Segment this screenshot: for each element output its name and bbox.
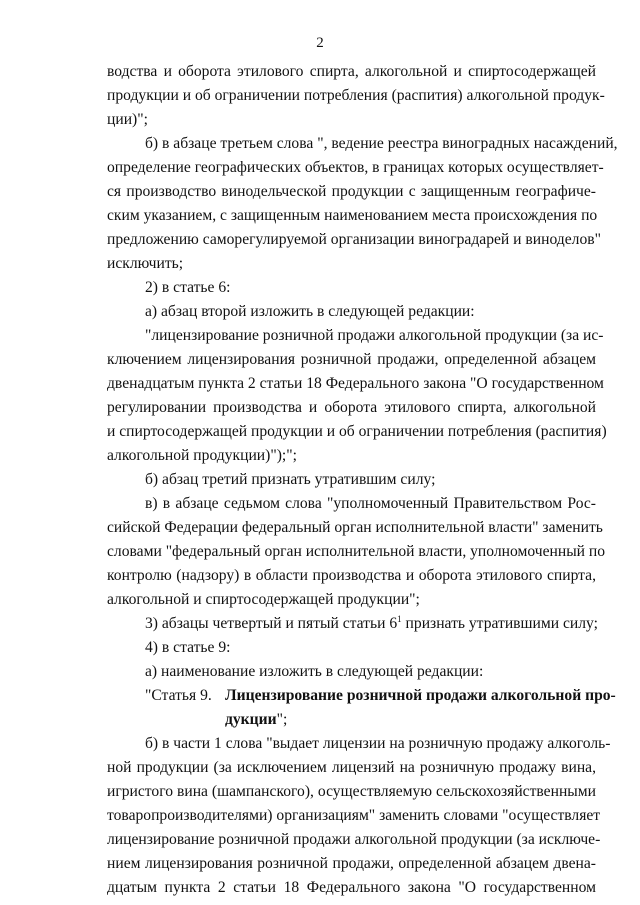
text-line: алкогольной продукции)");"; [107, 447, 297, 464]
text-run: признать утратившими силу; [401, 615, 598, 632]
text-line: игристого вина (шампанского), осуществляемую сельскохозяйственными [107, 783, 596, 800]
text-line: нием лицензирования розничной продажи, определенной абзацем двена- [107, 855, 596, 872]
text-line: б) абзац третий признать утратившим силу; [145, 471, 436, 488]
text-run: 3) абзацы четвертый и пятый статьи 6 [145, 615, 398, 632]
text-line: лицензирование розничной продажи алкогольной продукции (за исключе- [107, 831, 601, 848]
text-line: "лицензирование розничной продажи алкогольной продукции (за ис- [145, 327, 604, 344]
text-line: и спиртосодержащей продукции и об ограничении потребления (распития) [107, 423, 607, 440]
text-line: двенадцатым пункта 2 статьи 18 Федерального закона "О государственном [107, 375, 604, 392]
text-line: а) наименование изложить в следующей редакции: [145, 663, 484, 680]
text-line: сийской Федерации федеральный орган исполнительной власти" заменить [107, 519, 603, 536]
text-line: ключением лицензирования розничной продажи, определенной абзацем [107, 351, 596, 368]
text-line: дцатым пункта 2 статьи 18 Федерального закона "О государственном [107, 879, 596, 896]
text-line: ции)"; [107, 111, 148, 128]
article-heading-title-end [225, 708, 596, 732]
text-line: товаропроизводителями) организациям" заменить словами "осуществляет [107, 807, 601, 824]
text-line: б) в абзаце третьем слова ", ведение реестра виноградных насаждений, [145, 135, 618, 152]
article-heading-prefix: "Статья 9. [145, 687, 212, 704]
text-line: продукции и об ограничении потребления (распития) алкогольной продук- [107, 87, 605, 104]
article-heading-title-cont: дукции [225, 711, 277, 728]
text-line: а) абзац второй изложить в следующей редакции: [145, 303, 475, 320]
text-line: предложению саморегулируемой организации виноградарей и виноделов" [107, 231, 601, 248]
text-line: 4) в статье 9: [145, 639, 231, 656]
text-line: в) в абзаце седьмом слова "уполномоченный Правительством Рос- [145, 495, 596, 512]
text-line: алкогольной и спиртосодержащей продукции"; [107, 591, 420, 608]
text-line: 2) в статье 6: [145, 279, 231, 296]
text-line: словами "федеральный орган исполнительной власти, уполномоченный по [107, 543, 606, 560]
text-line: водства и оборота этилового спирта, алкогольной и спиртосодержащей [107, 63, 596, 80]
superscript: 1 [397, 613, 402, 624]
text-line: контролю (надзору) в области производства и оборота этилового спирта, [107, 567, 596, 584]
article-heading-title: Лицензирование розничной продажи алкогольной про- [225, 687, 616, 704]
text-line: ским указанием, с защищенным наименованием места происхождения по [107, 207, 598, 224]
text-line: исключить; [107, 255, 184, 272]
text-line: ся производство винодельческой продукции с защищенным географиче- [107, 183, 596, 200]
text-line: определение географических объектов, в границах которых осуществляет- [107, 159, 604, 176]
text-line: регулировании производства и оборота этилового спирта, алкогольной [107, 399, 596, 416]
page-number: 2 [316, 35, 324, 51]
text-line: б) в части 1 слова "выдает лицензии на розничную продажу алкоголь- [145, 735, 611, 752]
article-heading-suffix: "; [276, 711, 288, 728]
text-line: ной продукции (за исключением лицензий на розничную продажу вина, [107, 759, 596, 776]
text-line-article-6-1 [145, 612, 596, 636]
